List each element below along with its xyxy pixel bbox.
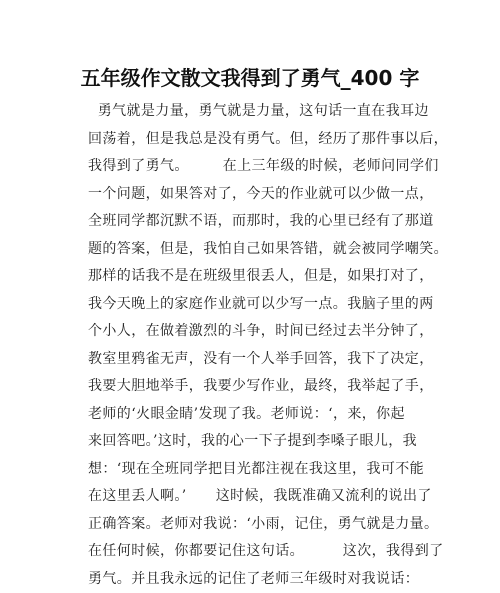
text-line: 在任何时候，你都要记住这句话。 这次，我得到了	[88, 538, 423, 566]
text-line: 来回答吧。’这时，我的心一下子提到李嗓子眼儿，我	[88, 428, 423, 456]
text-line: 那样的话我不是在班级里很丢人，但是，如果打对了，	[88, 263, 423, 291]
text-line: 教室里鸦雀无声，没有一个人举手回答，我下了决定，	[88, 346, 423, 374]
text-line: 在这里丢人啊。’ 这时候，我既准确又流利的说出了	[88, 483, 423, 511]
text-line: 勇气。并且我永远的记住了老师三年级时对我说话：	[88, 566, 423, 593]
text-line: 勇气就是力量，勇气就是力量，这句话一直在我耳边	[88, 98, 423, 126]
text-line: 题的答案，但是，我怕自己如果答错，就会被同学嘲笑。	[88, 236, 423, 264]
essay-body	[88, 98, 423, 593]
text-line: 我得到了勇气。 在上三年级的时候，老师问同学们	[88, 153, 423, 181]
text-line: 全班同学都沉默不语，而那时，我的心里已经有了那道	[88, 208, 423, 236]
text-line: 我今天晚上的家庭作业就可以少写一点。我脑子里的两	[88, 291, 423, 319]
text-line: 回荡着，但是我总是没有勇气。但，经历了那件事以后，	[88, 126, 423, 154]
document-title: 五年级作文散文我得到了勇气_400 字	[0, 64, 500, 92]
text-line: 个小人，在做着激烈的斗争，时间已经过去半分钟了，	[88, 318, 423, 346]
text-line: 老师的‘火眼金睛’发现了我。老师说：‘，来，你起	[88, 401, 423, 429]
text-line: 正确答案。老师对我说：‘小雨，记住，勇气就是力量。	[88, 511, 423, 539]
text-line: 我要大胆地举手，我要少写作业，最终，我举起了手，	[88, 373, 423, 401]
text-line: 一个问题，如果答对了，今天的作业就可以少做一点，	[88, 181, 423, 209]
text-line: 想：‘现在全班同学把目光都注视在我这里，我可不能	[88, 456, 423, 484]
